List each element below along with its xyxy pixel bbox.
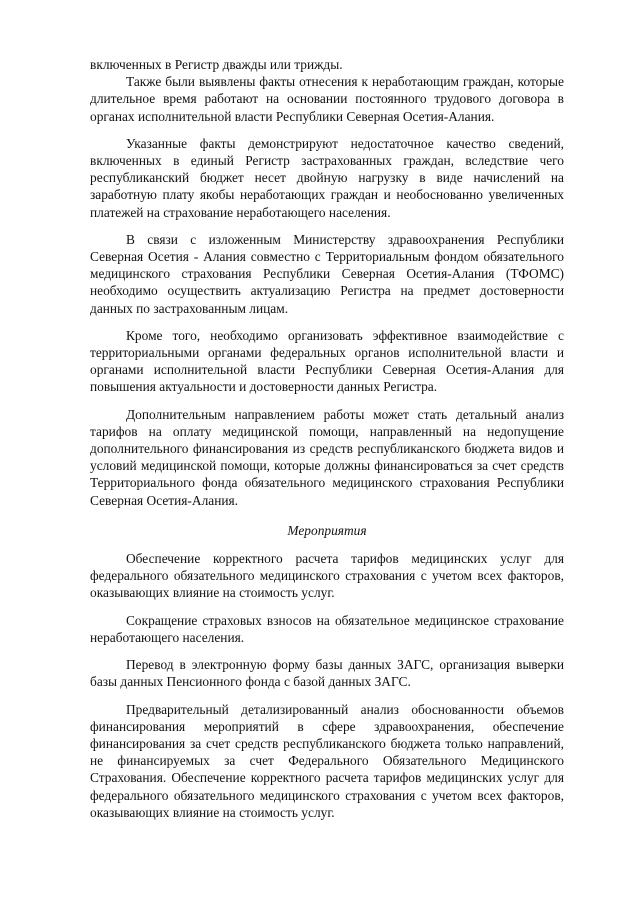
paragraph-tariff-analysis: Дополнительным направлением работы может стать детальный анализ тарифов на оплату медицинской помощи, направленный на недопущение дополнительного финансирования из средств республиканского бюджета видов и условий медицинской помощи, которые должны финансироваться за счет средств Территориального фонда обязательного медицинского страхования Республики Северная Осетия-Алания.	[90, 406, 564, 508]
paragraph-data-quality: Указанные факты демонстрируют недостаточное качество сведений, включенных в единый Регистр застрахованных граждан, вследствие чего республиканский бюджет несет двойную нагрузку в виде начислений на заработную плату якобы неработающих граждан и необоснованно увеличенных платежей на страхование неработающего населения.	[90, 135, 564, 220]
paragraph-facts-employed: Также были выявлены факты отнесения к неработающим граждан, которые длительное время работают на основании постоянного трудового договора в органах исполнительной власти Республики Северная Осетия-Алания.	[90, 74, 564, 124]
paragraph-cooperation: Кроме того, необходимо организовать эффективное взаимодействие с территориальными органами федеральных органов исполнительной власти и органами исполнительной власти Республики Северная Осетия-Алания для повышения актуальности и достоверности данных Регистра.	[90, 327, 564, 395]
paragraph-continuation: включенных в Регистр дважды или трижды.	[90, 57, 343, 72]
measure-item-analysis: Предварительный детализированный анализ обоснованности объемов финансирования мероприятий в сфере здравоохранения, обеспечение финансирования за счет средств республиканского бюджета только направлений, не финансируемых за счет Федерального Обязательного Медицинского Страхования. Обеспечение корректного расчета тарифов медицинских услуг для федерального обязательного медицинского страхования с учетом всех факторов, оказывающих влияние на стоимость услуг.	[90, 701, 564, 820]
measure-item-contributions: Сокращение страховых взносов на обязательное медицинское страхование неработающего населения.	[90, 612, 564, 645]
section-heading: Мероприятия	[287, 522, 367, 538]
measure-item-tariffs: Обеспечение корректного расчета тарифов медицинских услуг для федерального обязательного медицинского страхования с учетом всех факторов, оказывающих влияние на стоимость услуг.	[90, 551, 564, 601]
document-body	[90, 56, 564, 831]
paragraph-ministry-actions: В связи с изложенным Министерству здравоохранения Республики Северная Осетия - Алания совместно с Территориальным фондом обязательного медицинского страхования Республики Северная Осетия-Алания (ТФОМС) необходимо осуществить актуализацию Регистра на предмет достоверности данных по застрахованным лицам.	[90, 231, 564, 316]
measure-item-zags: Перевод в электронную форму базы данных ЗАГС, организация выверки базы данных Пенсионного фонда с базой данных ЗАГС.	[90, 657, 564, 690]
